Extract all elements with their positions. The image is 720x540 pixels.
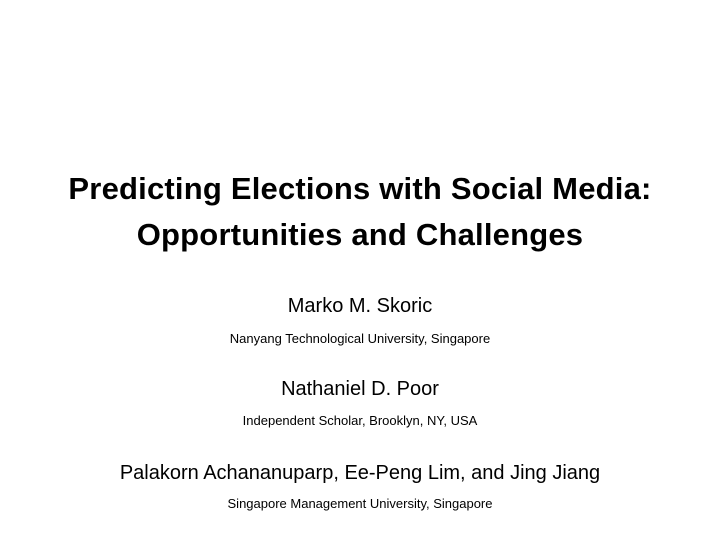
slide-title-line-1: Predicting Elections with Social Media: [68,171,652,206]
author-affiliation-ntu: Nanyang Technological University, Singapore [229,331,491,346]
author-affiliation-independent: Independent Scholar, Brooklyn, NY, USA [242,413,478,428]
author-names-smu: Palakorn Achananuparp, Ee-Peng Lim, and Jing Jiang [119,462,601,484]
author-name-skoric: Marko M. Skoric [287,295,433,317]
author-name-poor: Nathaniel D. Poor [281,378,439,400]
slide-title-line-2: Opportunities and Challenges [136,217,584,252]
author-affiliation-smu: Singapore Management University, Singapore [227,496,493,511]
slide-title [0,166,720,258]
